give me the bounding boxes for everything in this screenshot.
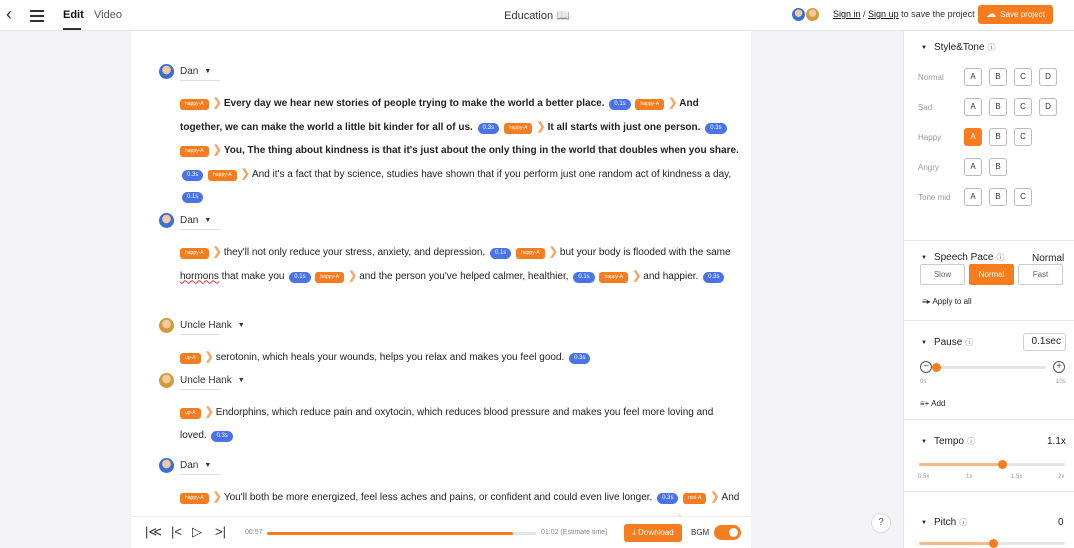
list-apply-icon: ≡▸ (922, 297, 933, 306)
tempo-header[interactable] (921, 436, 975, 447)
chevron-right-icon: ❯ (212, 246, 222, 258)
pitch-title: Pitch (933, 517, 957, 528)
script-paragraph (159, 64, 739, 200)
chevron-right-icon: ❯ (668, 97, 678, 109)
caret-down-icon: ▼ (921, 45, 927, 51)
pitch-slider-fill (919, 542, 994, 545)
divider (904, 491, 1074, 493)
sentence-text: but your body is flooded with the same (559, 247, 731, 258)
sign-in-prompt (833, 9, 975, 19)
caret-down-icon: ▼ (921, 340, 927, 346)
pause-tag[interactable]: 0.3s (211, 431, 232, 442)
script-paragraph (159, 318, 719, 363)
pause-value-input[interactable]: 0.1sec (1023, 333, 1066, 351)
emotion-tag[interactable]: happy-A (504, 123, 533, 134)
pause-tag[interactable]: 0.1s (289, 272, 310, 283)
speaker-underline (180, 474, 220, 475)
previous-icon[interactable]: |< (171, 524, 182, 539)
sentence-text: You, The thing about kindness is that it's just about the only thing in the world that doubles when you share. (223, 145, 739, 156)
tone-option[interactable]: B (989, 98, 1007, 116)
bgm-toggle[interactable] (714, 525, 741, 540)
sentence-text: You'll both be more energized, feel less aches and pains, or confident and could even live longer. (223, 492, 653, 503)
chevron-right-icon: ❯ (536, 120, 546, 133)
speaker-name: Dan (180, 214, 199, 226)
pause-tag[interactable]: 0.1s (573, 272, 594, 283)
save-project-label: Save project (1000, 10, 1045, 19)
decrease-pause-icon[interactable]: − (920, 361, 932, 373)
tone-option[interactable]: D (1039, 98, 1057, 116)
paragraph-text[interactable] (180, 92, 740, 209)
tab-edit[interactable]: Edit (63, 9, 84, 21)
sentence-text: Endorphins, which reduce pain and oxytocin, which reduces blood pressure and makes you feel more loving and loved. (180, 407, 714, 441)
pause-slider[interactable] (936, 366, 1046, 369)
pause-tag[interactable]: 0.3s (478, 123, 499, 134)
tone-option[interactable]: C (1014, 98, 1032, 116)
chevron-right-icon: ❯ (212, 97, 222, 109)
playback-progress-fill (267, 532, 513, 535)
tone-option[interactable]: C (1014, 68, 1032, 86)
apply-to-all-button[interactable] (922, 297, 972, 306)
emotion-tag[interactable]: happy-A (180, 493, 209, 504)
speaker-name: Uncle Hank (180, 374, 232, 386)
chevron-right-icon: ❯ (204, 406, 214, 418)
speaker-avatar (159, 318, 174, 333)
speaker-underline (180, 80, 220, 81)
info-icon[interactable]: ⓘ (959, 518, 968, 527)
pause-min-label: 0s (920, 379, 927, 385)
toggle-knob (729, 528, 738, 537)
style-tone-title: Style&Tone (933, 42, 985, 53)
playback-progress[interactable] (267, 532, 537, 535)
save-project-button[interactable] (978, 5, 1053, 24)
tone-row (918, 98, 1064, 116)
caret-down-icon: ▼ (921, 439, 927, 445)
chevron-right-icon: ❯ (212, 491, 222, 503)
pitch-slider-knob[interactable] (989, 539, 998, 548)
info-icon[interactable]: ⓘ (965, 338, 974, 347)
chevron-down-icon: ▼ (204, 216, 212, 224)
speaker-selector[interactable] (159, 213, 719, 227)
paragraph-text[interactable] (180, 241, 740, 288)
speaker-avatar (159, 213, 174, 228)
script-paragraph (159, 373, 719, 441)
speaker-selector[interactable] (159, 318, 719, 332)
info-icon[interactable]: ⓘ (996, 253, 1005, 262)
emotion-tag[interactable]: happy-A (516, 248, 545, 259)
sign-separator: / (860, 9, 869, 19)
misspelled-word[interactable]: hormons (180, 270, 219, 282)
avatar (806, 8, 819, 21)
chevron-right-icon: ❯ (348, 269, 358, 282)
pace-slow-button[interactable]: Slow (920, 264, 965, 285)
tempo-tick: 2x (1058, 474, 1065, 480)
emotion-tag[interactable]: happy-A (180, 248, 209, 259)
script-editor[interactable] (131, 31, 751, 548)
speech-pace-section (904, 241, 1074, 321)
playback-bar (131, 516, 751, 548)
download-label: Download (638, 528, 674, 537)
speaker-selector[interactable] (159, 64, 719, 78)
sentence-text: And (721, 492, 740, 503)
pause-max-label: 10s (1056, 379, 1066, 385)
chevron-right-icon: ❯ (240, 167, 250, 180)
pause-tag[interactable]: 0.1s (609, 99, 630, 110)
tone-option[interactable]: B (989, 158, 1007, 176)
tone-label: Angry (918, 162, 939, 172)
tempo-slider-fill (919, 463, 1002, 466)
chevron-down-icon: ▼ (237, 376, 245, 384)
tone-option[interactable]: A (964, 68, 982, 86)
style-tone-header[interactable] (921, 42, 996, 53)
tempo-tick: 1x (966, 474, 973, 480)
speaker-underline (180, 229, 220, 230)
settings-panel (903, 31, 1074, 548)
chevron-right-icon: ❯ (548, 246, 558, 258)
speaker-avatar (159, 373, 174, 388)
chevron-right-icon: ❯ (204, 351, 214, 363)
chevron-right-icon: ❯ (212, 144, 222, 156)
tone-option[interactable]: A (964, 188, 982, 206)
bgm-label: BGM (691, 528, 710, 537)
pause-header[interactable] (921, 337, 973, 348)
pitch-slider[interactable] (994, 542, 1065, 545)
chevron-down-icon: ▼ (204, 461, 212, 469)
pause-tag[interactable]: 0.3s (703, 272, 724, 283)
tempo-tick: 0.5x (918, 474, 930, 480)
tone-label: Normal (918, 72, 944, 82)
tempo-title: Tempo (933, 436, 964, 447)
chevron-right-icon: ❯ (710, 491, 720, 503)
back-icon[interactable]: ‹ (6, 4, 12, 24)
collaborators (792, 8, 820, 24)
skip-to-start-icon[interactable]: |≪ (145, 524, 162, 539)
script-paragraph (159, 213, 731, 282)
total-time: 01:02 (Estimate time) (541, 529, 608, 536)
tone-row (918, 68, 1064, 86)
next-icon[interactable]: >| (215, 524, 226, 539)
sign-in-link[interactable]: Sign in (833, 9, 861, 19)
script-paragraph (159, 458, 740, 503)
pitch-header[interactable] (921, 517, 967, 528)
play-icon[interactable]: ▷ (192, 524, 202, 539)
tab-edit-underline (63, 28, 81, 30)
tempo-value: 1.1x (1047, 436, 1066, 447)
pause-tag[interactable]: 0.3s (182, 170, 203, 181)
pause-tag[interactable]: 0.3s (705, 123, 726, 134)
speaker-underline (180, 389, 220, 390)
tempo-slider-knob[interactable] (998, 460, 1007, 469)
increase-pause-icon[interactable]: + (1053, 361, 1065, 373)
sentence-text: Every day we hear new stories of people trying to make the world a better place. (223, 98, 605, 109)
sentence-text: It all starts with just one person. (547, 121, 701, 133)
emotion-tag[interactable]: happy-A (635, 99, 664, 110)
info-icon[interactable]: ⓘ (987, 43, 996, 52)
speaker-name: Dan (180, 65, 199, 77)
tone-row (918, 128, 1039, 146)
add-pause-button[interactable] (920, 399, 945, 408)
emotion-tag[interactable]: happy-A (315, 272, 344, 283)
emotion-tag[interactable]: mid-A (683, 493, 706, 504)
tone-option[interactable]: A (964, 98, 982, 116)
speech-pace-title: Speech Pace (933, 252, 994, 263)
speaker-selector[interactable] (159, 373, 719, 387)
speaker-selector[interactable] (159, 458, 719, 472)
sentence-text: serotonin, which heals your wounds, helps you relax and makes you feel good. (215, 352, 565, 363)
tone-option[interactable]: D (1039, 68, 1057, 86)
style-tone-section (904, 31, 1074, 241)
pace-fast-button[interactable]: Fast (1018, 264, 1063, 285)
caret-down-icon: ▼ (921, 255, 927, 261)
chevron-down-icon: ▼ (204, 67, 212, 75)
tone-option[interactable]: B (989, 128, 1007, 146)
emotion-tag[interactable]: up-A (180, 353, 201, 364)
emotion-tag[interactable]: up-A (180, 408, 201, 419)
pace-normal-button[interactable]: Normal (969, 264, 1014, 285)
tone-option[interactable]: B (989, 188, 1007, 206)
pause-tag[interactable]: 0.1s (182, 192, 203, 203)
speaker-name: Dan (180, 459, 199, 471)
pause-tag[interactable]: 0.1s (490, 248, 511, 259)
speaker-avatar (159, 458, 174, 473)
list-add-icon: ≡+ (920, 399, 932, 408)
paragraph-text[interactable] (180, 401, 740, 447)
chevron-down-icon: ▼ (237, 321, 245, 329)
tone-option[interactable]: A (964, 158, 982, 176)
sentence-text: they'll not only reduce your stress, anxiety, and depression, (223, 247, 486, 258)
tone-label: Sad (918, 102, 933, 112)
caret-down-icon: ▼ (921, 520, 927, 526)
tone-option[interactable]: B (989, 68, 1007, 86)
sign-up-link[interactable]: Sign up (868, 9, 899, 19)
emotion-tag[interactable]: happy-A (180, 146, 209, 157)
speaker-avatar (159, 64, 174, 79)
pitch-value: 0 (1058, 517, 1064, 528)
speech-pace-header[interactable] (921, 252, 1004, 263)
tone-option[interactable]: C (1014, 128, 1032, 146)
tab-video[interactable]: Video (94, 9, 122, 21)
top-bar (0, 0, 1074, 31)
pause-slider-knob[interactable] (932, 363, 941, 372)
tone-label: Happy (918, 132, 942, 142)
sentence-text: and the person you've helped calmer, healthier, (359, 270, 569, 282)
sign-suffix: to save the project (898, 9, 975, 19)
tone-option[interactable]: A (964, 128, 982, 146)
current-time: 00:57 (245, 529, 263, 536)
pause-tag[interactable]: 0.3s (657, 493, 678, 504)
emotion-tag[interactable]: happy-A (180, 99, 209, 110)
pause-tag[interactable]: 0.3s (569, 353, 590, 364)
tone-row (918, 188, 1039, 206)
download-icon: ⤓ (632, 528, 639, 537)
sentence-text: and happier. (643, 270, 699, 282)
divider (904, 419, 1074, 421)
speaker-underline (180, 334, 220, 335)
sentence-text: And together, we can make the world a little bit kinder for all of us. (180, 98, 699, 133)
speech-pace-value: Normal (1032, 253, 1065, 264)
cloud-upload-icon: ☁ (986, 9, 997, 20)
paragraph-text[interactable] (180, 346, 740, 370)
help-button[interactable]: ? (871, 513, 891, 533)
tone-row (918, 158, 1014, 176)
sentence-text: And it's a fact that by science, studies have shown that if you perform just one random act of kindness a day, (251, 168, 732, 180)
emotion-tag[interactable]: happy-A (599, 272, 628, 283)
download-button[interactable] (624, 524, 682, 542)
sentence-text: that make you (218, 270, 285, 282)
project-title[interactable]: Education 📖 (504, 10, 570, 22)
tone-option[interactable]: C (1014, 188, 1032, 206)
tempo-tick: 1.5x (1011, 474, 1023, 480)
tone-label: Tone mid (918, 192, 951, 202)
avatar (792, 8, 805, 21)
speaker-name: Uncle Hank (180, 319, 232, 331)
add-pause-label: Add (931, 399, 946, 408)
apply-to-all-label: Apply to all (932, 297, 972, 306)
chevron-right-icon: ❯ (632, 269, 642, 282)
info-icon[interactable]: ⓘ (966, 437, 975, 446)
pause-title: Pause (933, 337, 963, 348)
emotion-tag[interactable]: happy-A (208, 170, 237, 181)
